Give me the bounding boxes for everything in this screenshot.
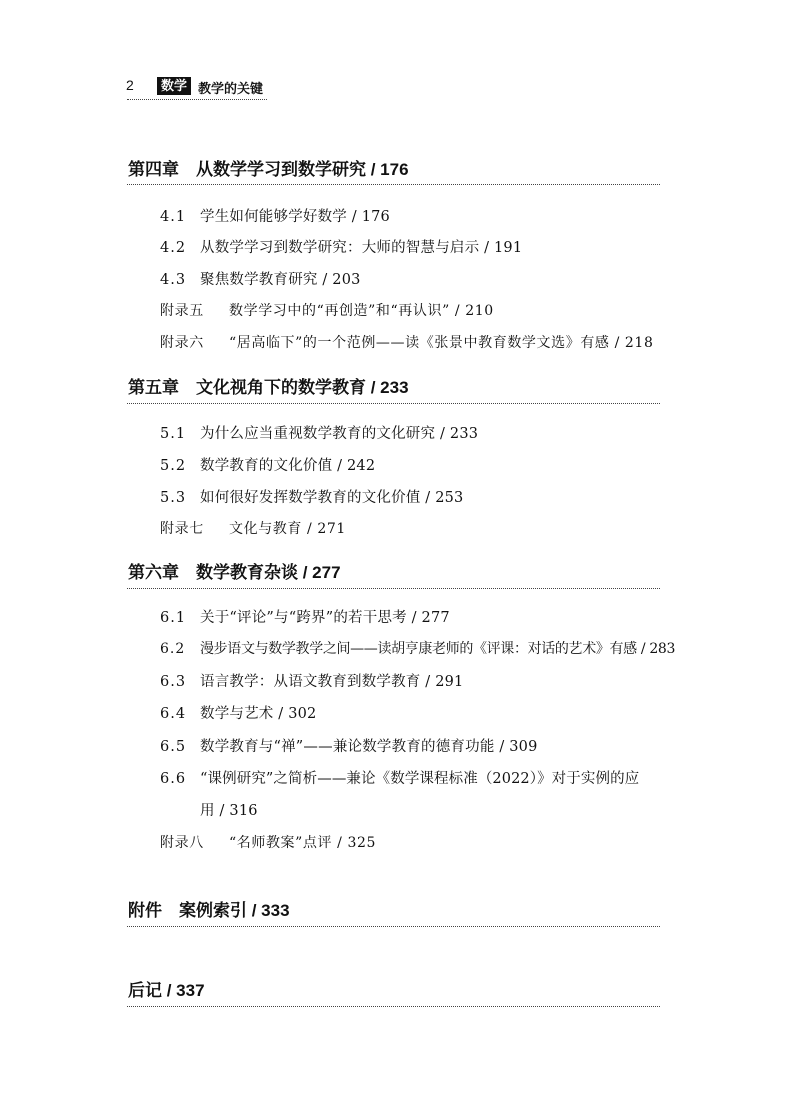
section-number: 5.3 [160, 490, 187, 506]
toc-entry-5-1[interactable] [160, 422, 478, 443]
toc-appendix-7[interactable] [160, 518, 346, 538]
chapter-4-title[interactable]: 第四章 从数学学习到数学研究 / 176 [128, 160, 409, 179]
section-number: 4.3 [160, 272, 187, 288]
section-number: 6.3 [160, 674, 187, 690]
book-badge: 数学 [157, 77, 191, 95]
section-number: 5.2 [160, 458, 187, 474]
page-number: 2 [126, 77, 134, 93]
section-title: 数学教育与“禅”——兼论数学教育的德育功能 / 309 [200, 739, 538, 755]
section-title: 数学与艺术 / 302 [200, 706, 317, 722]
chapter-4-dotted-rule [127, 184, 660, 185]
section-title: 学生如何能够学好数学 / 176 [200, 209, 390, 225]
annex-title[interactable]: 附件 案例索引 / 333 [128, 901, 290, 920]
toc-entry-5-3[interactable] [160, 486, 463, 507]
appendix-number: 附录六 [160, 335, 204, 351]
section-number: 6.2 [160, 641, 186, 657]
section-title: 语言教学：从语文教育到数学教育 / 291 [200, 674, 464, 690]
toc-entry-6-4[interactable] [160, 702, 316, 723]
appendix-title: “名师教案”点评 / 325 [229, 835, 377, 851]
chapter-6-dotted-rule [127, 588, 660, 589]
section-title: 如何很好发挥数学教育的文化价值 / 253 [200, 490, 464, 506]
postscript-title[interactable]: 后记 / 337 [128, 981, 205, 1000]
section-number: 6.4 [160, 706, 187, 722]
toc-entry-6-3[interactable] [160, 670, 463, 691]
toc-entry-6-6-continued[interactable]: 用 / 316 [200, 803, 258, 819]
section-title: 从数学学习到数学研究：大师的智慧与启示 / 191 [200, 240, 523, 256]
section-title: 关于“评论”与“跨界”的若干思考 / 277 [200, 610, 450, 626]
toc-entry-4-2[interactable] [160, 236, 522, 257]
appendix-title: 文化与教育 / 271 [229, 521, 346, 537]
chapter-5-dotted-rule [127, 403, 660, 404]
postscript-dotted-rule [127, 1006, 660, 1007]
section-number: 5.1 [160, 426, 187, 442]
appendix-number: 附录五 [160, 303, 204, 319]
section-number: 4.2 [160, 240, 187, 256]
section-number: 6.6 [160, 771, 187, 787]
annex-dotted-rule [127, 926, 660, 927]
appendix-number: 附录七 [160, 521, 204, 537]
appendix-number: 附录八 [160, 835, 204, 851]
toc-entry-6-5[interactable] [160, 735, 538, 756]
appendix-title: 数学学习中的“再创造”和“再认识” / 210 [229, 303, 494, 319]
toc-entry-4-3[interactable] [160, 268, 361, 289]
section-number: 6.5 [160, 739, 187, 755]
section-title: 数学教育的文化价值 / 242 [200, 458, 376, 474]
toc-entry-6-2[interactable] [160, 638, 675, 658]
section-title: 漫步语文与数学教学之间——读胡亨康老师的《评课：对话的艺术》有感 / 283 [200, 641, 676, 657]
chapter-5-title[interactable]: 第五章 文化视角下的数学教育 / 233 [128, 378, 409, 397]
toc-entry-5-2[interactable] [160, 454, 375, 475]
toc-appendix-6[interactable] [160, 332, 653, 352]
toc-entry-6-1[interactable] [160, 606, 450, 627]
section-title: “课例研究”之简析——兼论《数学课程标准（2022）》对于实例的应 [200, 771, 640, 787]
toc-entry-6-6[interactable] [160, 767, 639, 788]
section-number: 6.1 [160, 610, 187, 626]
book-title: 教学的关键 [198, 81, 264, 96]
section-title: 聚焦数学教育研究 / 203 [200, 272, 361, 288]
header-dotted-rule [127, 99, 267, 100]
toc-appendix-8[interactable] [160, 832, 376, 852]
section-number: 4.1 [160, 209, 187, 225]
toc-entry-4-1[interactable] [160, 205, 390, 226]
chapter-6-title[interactable]: 第六章 数学教育杂谈 / 277 [128, 563, 341, 582]
section-title: 为什么应当重视数学教育的文化研究 / 233 [200, 426, 479, 442]
toc-appendix-5[interactable] [160, 300, 494, 320]
appendix-title: “居高临下”的一个范例——读《张景中教育数学文选》有感 / 218 [229, 335, 654, 351]
